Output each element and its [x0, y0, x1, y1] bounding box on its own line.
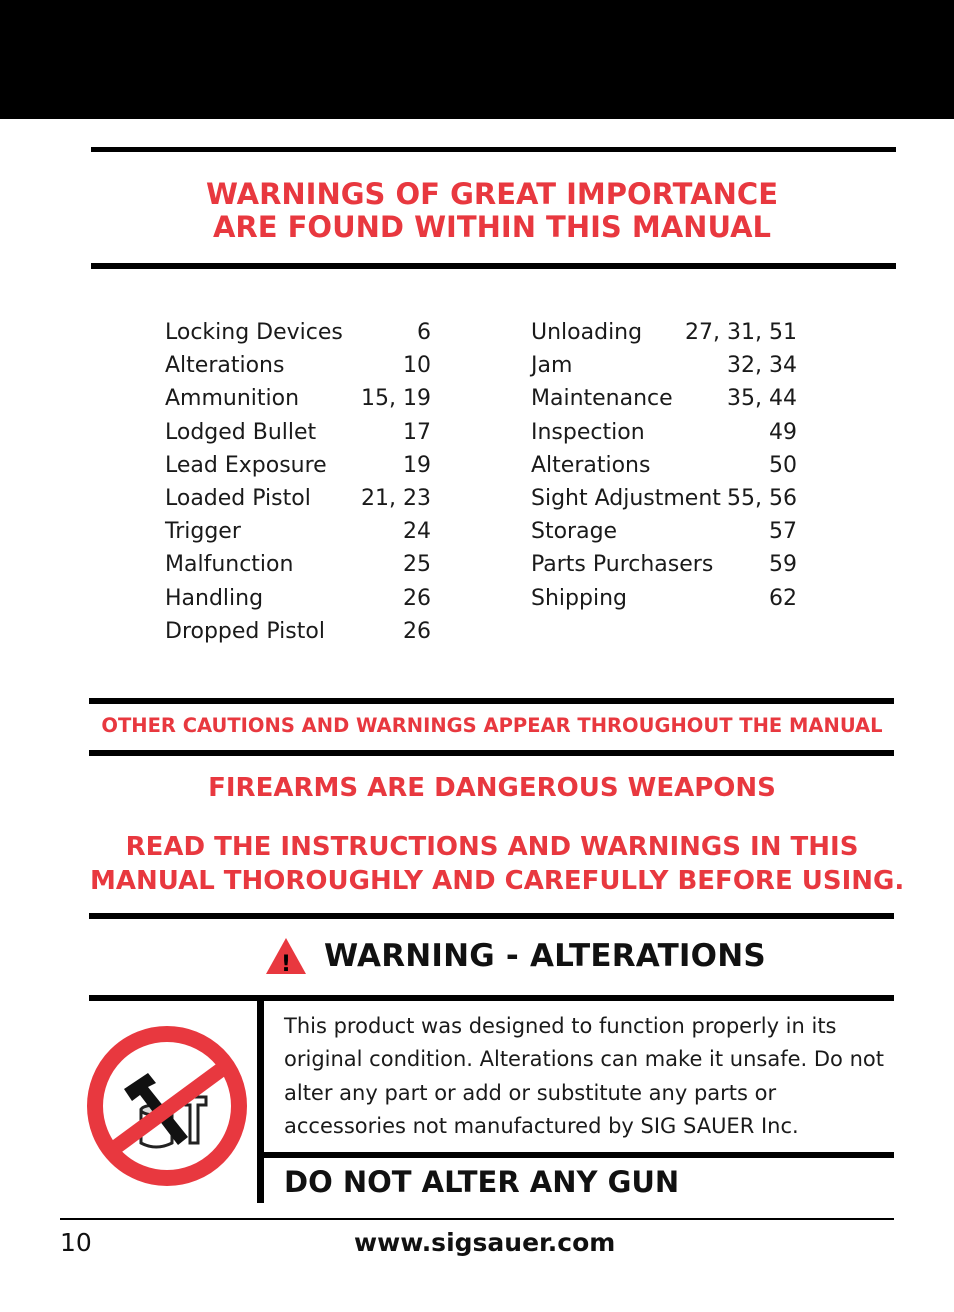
footer-rule — [60, 1218, 894, 1220]
toc-topic: Ammunition — [165, 386, 300, 412]
toc-pages: 17 — [403, 419, 431, 445]
toc-topic: Handling — [165, 585, 264, 611]
toc-topic: Locking Devices — [165, 320, 343, 345]
toc-pages: 19 — [403, 452, 431, 478]
toc-pages: 21, 23 — [361, 486, 431, 512]
toc-topic: Storage — [531, 519, 618, 545]
toc-entry — [165, 615, 431, 648]
toc-topic: Dropped Pistol — [165, 618, 325, 644]
toc-pages: 62 — [769, 585, 797, 611]
toc-entry — [165, 449, 431, 482]
warning-body-text: This product was designed to function properly in its original condition. Alterations can make it unsafe. Do not alter any part or add or substitute any parts or accessories not manufactured by SIG SAUER Inc. — [284, 1014, 884, 1138]
toc-pages: 50 — [769, 452, 797, 478]
warning-divider-vertical — [257, 995, 264, 1203]
toc-entry — [531, 349, 797, 382]
warning-triangle-icon — [264, 936, 308, 976]
toc-entry — [531, 582, 797, 615]
rule-warning-top — [89, 913, 894, 919]
read-instructions-line1: READ THE INSTRUCTIONS AND WARNINGS IN THIS — [125, 832, 859, 862]
rule-cautions-top — [89, 698, 894, 704]
toc-entry — [531, 382, 797, 415]
toc-pages: 10 — [403, 353, 431, 379]
dangerous-weapons: FIREARMS ARE DANGEROUS WEAPONS — [208, 773, 776, 803]
toc-topic: Inspection — [531, 419, 645, 445]
toc-pages: 55, 56 — [727, 486, 797, 512]
toc-left-column — [165, 316, 431, 648]
rule-warning-cta — [257, 1152, 894, 1158]
toc-topic: Alterations — [531, 452, 651, 478]
toc-pages: 6 — [417, 320, 431, 345]
toc-entry — [165, 316, 431, 349]
no-tools-icon — [86, 1025, 248, 1187]
toc-pages: 24 — [403, 519, 431, 545]
toc-pages: 26 — [403, 585, 431, 611]
read-instructions-line2: MANUAL THOROUGHLY AND CAREFULLY BEFORE USING. — [90, 866, 905, 896]
toc-entry — [165, 416, 431, 449]
toc-topic: Shipping — [531, 585, 627, 611]
toc-topic: Malfunction — [165, 552, 294, 578]
toc-entry — [531, 482, 797, 515]
warning-title: WARNING - ALTERATIONS — [324, 938, 766, 974]
warning-cta: DO NOT ALTER ANY GUN — [284, 1165, 680, 1199]
top-black-bar — [0, 0, 954, 119]
header-warning — [90, 178, 894, 244]
rule-warning-mid — [89, 995, 894, 1001]
toc-pages: 57 — [769, 519, 797, 545]
toc-topic: Lodged Bullet — [165, 419, 317, 445]
toc-entry — [531, 515, 797, 548]
rule-cautions-bottom — [89, 750, 894, 756]
toc-entry — [165, 482, 431, 515]
toc-pages: 32, 34 — [727, 353, 797, 379]
toc-topic: Loaded Pistol — [165, 486, 311, 512]
website-link: www.sigsauer.com — [354, 1228, 616, 1257]
other-cautions: OTHER CAUTIONS AND WARNINGS APPEAR THROUGHOUT THE MANUAL — [101, 714, 883, 737]
rule-top-1 — [91, 147, 896, 152]
toc-entry — [165, 582, 431, 615]
toc-topic: Parts Purchasers — [531, 552, 714, 578]
toc-pages: 26 — [403, 618, 431, 644]
toc-topic: Maintenance — [531, 386, 673, 412]
warning-triangle-mark: ! — [280, 952, 292, 976]
toc-entry — [165, 382, 431, 415]
toc-right-column — [531, 316, 797, 615]
toc-topic: Lead Exposure — [165, 452, 327, 478]
toc-topic: Unloading — [531, 320, 643, 345]
toc-topic: Alterations — [165, 353, 285, 379]
toc-entry — [165, 515, 431, 548]
toc-pages: 35, 44 — [727, 386, 797, 412]
toc-topic: Trigger — [165, 519, 241, 545]
toc-entry — [165, 349, 431, 382]
toc-entry — [531, 548, 797, 581]
header-warning-line2: ARE FOUND WITHIN THIS MANUAL — [212, 210, 772, 244]
toc-entry — [531, 449, 797, 482]
toc-topic: Sight Adjustment — [531, 486, 721, 512]
read-instructions — [90, 830, 905, 898]
toc-entry — [165, 548, 431, 581]
toc-entry — [531, 316, 797, 349]
toc-pages: 59 — [769, 552, 797, 578]
toc-pages: 25 — [403, 552, 431, 578]
toc-entry — [531, 416, 797, 449]
toc-topic: Jam — [531, 353, 573, 379]
toc-pages: 27, 31, 51 — [685, 320, 797, 345]
toc-pages: 49 — [769, 419, 797, 445]
header-warning-line1: WARNINGS OF GREAT IMPORTANCE — [205, 177, 779, 211]
rule-top-2 — [91, 263, 896, 269]
toc-pages: 15, 19 — [361, 386, 431, 412]
page-number: 10 — [60, 1228, 92, 1257]
